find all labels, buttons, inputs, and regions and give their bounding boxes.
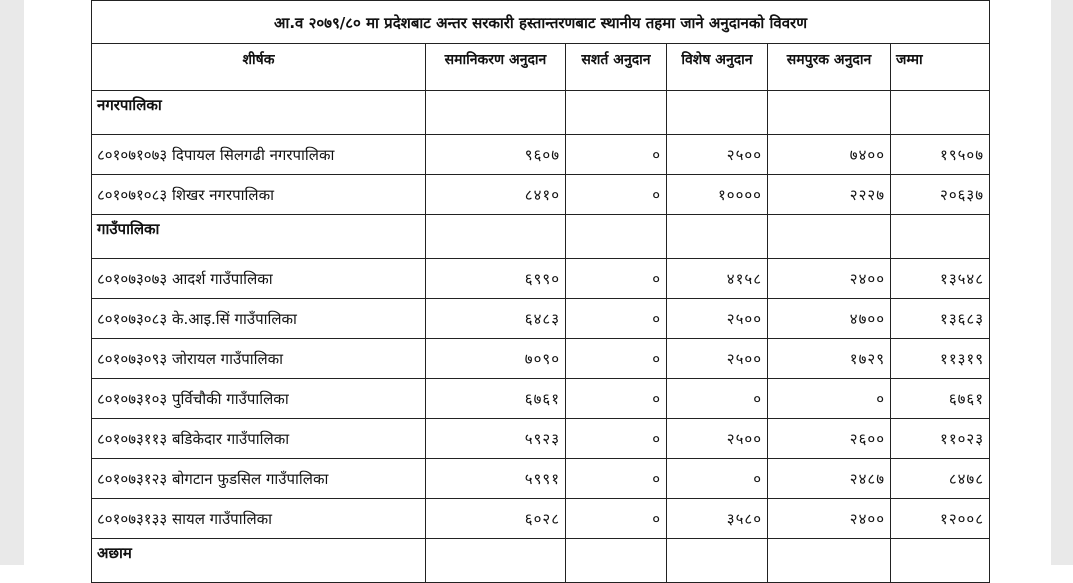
row-name: ८०१०७३०९३ जोरायल गाउँपालिका xyxy=(92,339,426,379)
row-name: ८०१०७३१०३ पुर्विचौकी गाउँपालिका xyxy=(92,379,426,419)
group-row-achham xyxy=(92,539,990,583)
cell-conditional: ० xyxy=(566,499,667,539)
viewer-margin-right xyxy=(1051,0,1073,565)
header-conditional: सशर्त अनुदान xyxy=(566,44,667,91)
header-heading: शीर्षक xyxy=(92,44,426,91)
cell-conditional: ० xyxy=(566,379,667,419)
group-label: गाउँपालिका xyxy=(92,215,426,259)
row-name: ८०१०७१०८३ शिखर नगरपालिका xyxy=(92,175,426,215)
cell-equalization: ६९९० xyxy=(426,259,566,299)
header-row xyxy=(92,44,990,91)
row-name: ८०१०७१०७३ दिपायल सिलगढी नगरपालिका xyxy=(92,135,426,175)
row-name: ८०१०७३११३ बडिकेदार गाउँपालिका xyxy=(92,419,426,459)
cell-complementary: २६०० xyxy=(768,419,891,459)
table-row xyxy=(92,499,990,539)
cell-equalization: ५९९१ xyxy=(426,459,566,499)
cell-total: १३६८३ xyxy=(891,299,990,339)
grant-table xyxy=(91,0,990,583)
cell-special: ० xyxy=(667,459,768,499)
cell-complementary: ४७०० xyxy=(768,299,891,339)
table-row xyxy=(92,379,990,419)
cell-equalization: ६४८३ xyxy=(426,299,566,339)
viewer-margin-left xyxy=(0,0,24,565)
cell-special: २५०० xyxy=(667,419,768,459)
table-row xyxy=(92,459,990,499)
cell-total: २०६३७ xyxy=(891,175,990,215)
table-row xyxy=(92,135,990,175)
table-title-row xyxy=(92,1,990,44)
cell-equalization: ७०९० xyxy=(426,339,566,379)
cell-total: १३५४८ xyxy=(891,259,990,299)
header-special: विशेष अनुदान xyxy=(667,44,768,91)
cell-conditional: ० xyxy=(566,175,667,215)
cell-total: १२००८ xyxy=(891,499,990,539)
cell-complementary: ० xyxy=(768,379,891,419)
cell-conditional: ० xyxy=(566,419,667,459)
header-total: जम्मा xyxy=(891,44,990,91)
cell-conditional: ० xyxy=(566,135,667,175)
group-row-municipality xyxy=(92,91,990,135)
cell-special: २५०० xyxy=(667,135,768,175)
cell-conditional: ० xyxy=(566,339,667,379)
table-row xyxy=(92,259,990,299)
cell-special: २५०० xyxy=(667,339,768,379)
row-name: ८०१०७३१२३ बोगटान फुडसिल गाउँपालिका xyxy=(92,459,426,499)
cell-special: ० xyxy=(667,379,768,419)
cell-equalization: ६७६१ xyxy=(426,379,566,419)
header-equalization: समानिकरण अनुदान xyxy=(426,44,566,91)
cell-equalization: ९६०७ xyxy=(426,135,566,175)
cell-special: ४१५८ xyxy=(667,259,768,299)
header-complementary: समपुरक अनुदान xyxy=(768,44,891,91)
cell-equalization: ८४१० xyxy=(426,175,566,215)
cell-special: ३५८० xyxy=(667,499,768,539)
row-name: ८०१०७३१३३ सायल गाउँपालिका xyxy=(92,499,426,539)
cell-total: ८४७८ xyxy=(891,459,990,499)
cell-complementary: ७४०० xyxy=(768,135,891,175)
cell-equalization: ६०२८ xyxy=(426,499,566,539)
table-row xyxy=(92,339,990,379)
cell-complementary: २४०० xyxy=(768,259,891,299)
cell-equalization: ५९२३ xyxy=(426,419,566,459)
row-name: ८०१०७३०७३ आदर्श गाउँपालिका xyxy=(92,259,426,299)
cell-total: १९५०७ xyxy=(891,135,990,175)
group-label: नगरपालिका xyxy=(92,91,426,135)
cell-conditional: ० xyxy=(566,299,667,339)
cell-complementary: १७२९ xyxy=(768,339,891,379)
cell-complementary: २४०० xyxy=(768,499,891,539)
cell-conditional: ० xyxy=(566,259,667,299)
table-row xyxy=(92,419,990,459)
cell-complementary: २२२७ xyxy=(768,175,891,215)
cell-total: ११०२३ xyxy=(891,419,990,459)
cell-special: १०००० xyxy=(667,175,768,215)
cell-total: ११३१९ xyxy=(891,339,990,379)
table-title: आ.व २०७९/८० मा प्रदेशबाट अन्तर सरकारी हस्तान्तरणबाट स्थानीय तहमा जाने अनुदानको विवरण xyxy=(92,1,990,44)
cell-complementary: २४८७ xyxy=(768,459,891,499)
row-name: ८०१०७३०८३ के.आइ.सिं गाउँपालिका xyxy=(92,299,426,339)
cell-conditional: ० xyxy=(566,459,667,499)
group-label: अछाम xyxy=(92,539,426,583)
cell-total: ६७६१ xyxy=(891,379,990,419)
group-row-rural-municipality xyxy=(92,215,990,259)
table-row xyxy=(92,175,990,215)
table-row xyxy=(92,299,990,339)
cell-special: २५०० xyxy=(667,299,768,339)
